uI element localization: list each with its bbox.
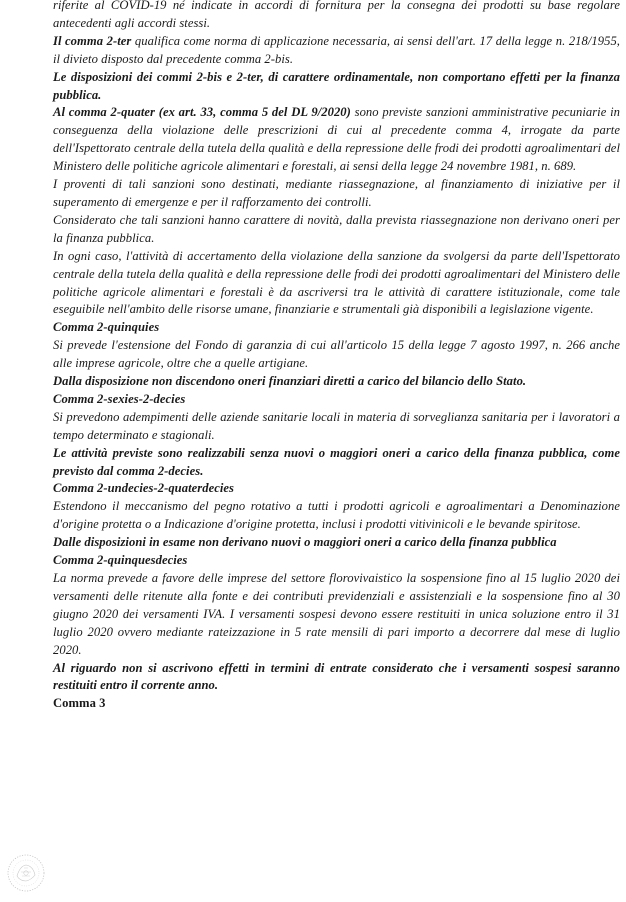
paragraph-comma-2-quater xyxy=(53,104,620,176)
paragraph-comma-2-ter-lead: Il comma 2-ter xyxy=(53,33,132,48)
document-body xyxy=(53,0,620,713)
paragraph-florovivaistico: La norma prevede a favore delle imprese del settore florovivaistico la sospensione fino al 15 luglio 2020 dei versamenti delle ritenute alla fonte e dei contributi previdenziali e assistenziali e la sospensione fino al 30 giugno 2020 dei versamenti IVA. I versamenti sospesi devono essere restituiti in unica soluzione entro il 31 luglio 2020 ovvero mediante rateizzazione in 5 rate mensili di pari importo a decorrere dal mese di luglio 2020. xyxy=(53,571,620,657)
heading-comma-2-sexies-2-decies: Comma 2-sexies-2-decies xyxy=(53,391,186,406)
heading-comma-2-quinquesdecies: Comma 2-quinquesdecies xyxy=(53,553,188,568)
paragraph-bold-attivita-previste: Le attività previste sono realizzabili senza nuovi o maggiori oneri a carico della finanza pubblica, come previsto dal comma 2-decies. xyxy=(53,445,620,478)
paragraph-fornitura: riferite al COVID-19 né indicate in accordi di fornitura per la consegna dei prodotti su base regolare antecedenti agli accordi stessi. xyxy=(53,0,620,30)
heading-comma-3: Comma 3 xyxy=(53,696,106,711)
paragraph-proventi: I proventi di tali sanzioni sono destinati, mediante riassegnazione, al finanziamento di iniziative per il superamento di emergenze e per il rafforzamento dei controlli. xyxy=(53,177,620,209)
paragraph-bold-disposizioni-2bis-2ter: Le disposizioni dei commi 2-bis e 2-ter, di carattere ordinamentale, non comportano effetti per la finanza pubblica. xyxy=(53,69,620,102)
paragraph-bold-al-riguardo: Al riguardo non si ascrivono effetti in termini di entrate considerato che i versamenti sospesi saranno restituiti entro il corrente anno. xyxy=(53,660,620,693)
paragraph-comma-2-ter-text: qualifica come norma di applicazione necessaria, ai sensi dell'art. 17 della legge n. 218/1955, il divieto disposto dal precedente comma 2-bis. xyxy=(53,33,620,66)
paragraph-comma-2-ter xyxy=(53,33,620,69)
paragraph-comma-2-quater-lead: Al comma 2-quater (ex art. 33, comma 5 del DL 9/2020) xyxy=(53,105,351,120)
paragraph-comma-2-quater-text: sono previste sanzioni amministrative pecuniarie in conseguenza della violazione delle prescrizioni di cui al precedente comma 4, irrogate da parte dell'Ispettorato centrale della tutela della qualità e della repressione delle frodi dei prodotti agroalimentari del Ministero delle politiche agricole alimentari e forestali, ai sensi della legge 24 novembre 1981, n. 689. xyxy=(53,105,620,174)
official-seal-icon xyxy=(6,852,46,894)
paragraph-sorveglianza-sanitaria: Si prevedono adempimenti delle aziende sanitarie locali in materia di sorveglianza sanitaria per i lavoratori a tempo determinato e stagionali. xyxy=(53,409,620,442)
paragraph-bold-disposizioni-esame: Dalle disposizioni in esame non derivano nuovi o maggiori oneri a carico della finanza pubblica xyxy=(53,535,557,550)
paragraph-in-ogni-caso: In ogni caso, l'attività di accertamento della violazione della sanzione da svolgersi da parte dell'Ispettorato centrale della tutela della qualità e della repressione delle frodi dei prodotti agroalimentari del Ministero delle politiche agricole alimentari e forestali è da ascriversi tra le attività di carattere istituzionale, come tale eseguibile nell'ambito delle risorse umane, finanziarie e strumentali già disponibili a legislazione vigente. xyxy=(53,248,620,317)
paragraph-fondo-garanzia: Si prevede l'estensione del Fondo di garanzia di cui all'articolo 15 della legge 7 agosto 1997, n. 266 anche alle imprese agricole, oltre che a quelle artigiane. xyxy=(53,338,620,371)
paragraph-pegno-rotativo: Estendono il meccanismo del pegno rotativo a tutti i prodotti agricoli e agroalimentari a Denominazione d'origine protetta o a Indicazione d'origine protetta, inclusi i prodotti vitivinicoli e le bevande spiritose. xyxy=(53,499,620,532)
paragraph-bold-oneri-bilancio: Dalla disposizione non discendono oneri finanziari diretti a carico del bilancio dello Stato. xyxy=(53,374,527,389)
paragraph-considerato: Considerato che tali sanzioni hanno carattere di novità, dalla prevista riassegnazione non derivano oneri per la finanza pubblica. xyxy=(53,212,620,245)
heading-comma-2-quinquies: Comma 2-quinquies xyxy=(53,320,160,335)
heading-comma-2-undecies-2-quaterdecies: Comma 2-undecies-2-quaterdecies xyxy=(53,481,234,496)
